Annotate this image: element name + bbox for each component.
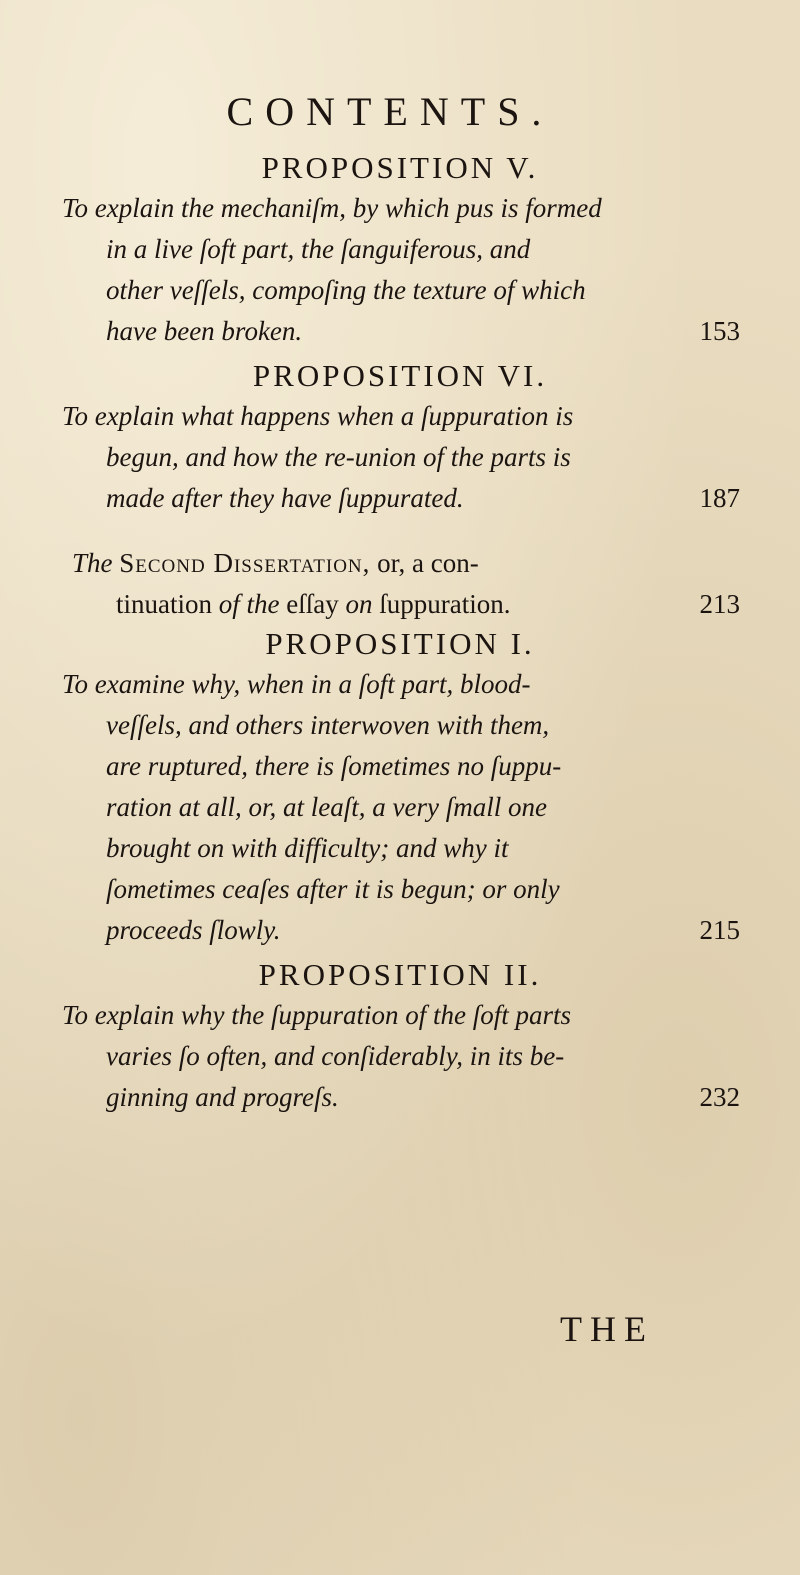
- text-line: To explain the mechaniſm, by which pus is formed: [62, 193, 602, 223]
- text-line: other veſſels, compoſing the texture of which: [106, 275, 586, 305]
- dissertation-or: or, a con-: [377, 548, 479, 578]
- proposition-heading: PROPOSITION VI.: [252, 358, 548, 393]
- text-line: in a live ſoft part, the ſanguiferous, and: [106, 234, 531, 264]
- proposition-heading: PROPOSITION II.: [258, 957, 542, 992]
- text-line: varies ſo often, and conſiderably, in its be-: [106, 1041, 565, 1071]
- text-fragment: eſſay: [286, 589, 339, 619]
- text-line: are ruptured, there is ſometimes no ſuppu-: [106, 751, 562, 781]
- proposition-text: [0, 396, 800, 519]
- text-fragment: on: [345, 589, 373, 619]
- text-line: made after they have ſuppurated.: [106, 483, 464, 513]
- text-fragment: ſuppuration.: [379, 589, 511, 619]
- page-number: 187: [699, 483, 740, 513]
- text-line: brought on with difficulty; and why it: [106, 833, 509, 863]
- page-number: 215: [699, 915, 740, 945]
- text-line: To explain why the ſuppuration of the ſoft parts: [62, 1000, 572, 1030]
- proposition-text: [0, 664, 800, 951]
- proposition-i: [0, 624, 800, 951]
- proposition-v: [0, 148, 800, 352]
- text-line: begun, and how the re-union of the parts is: [106, 442, 571, 472]
- proposition-heading: PROPOSITION I.: [265, 626, 535, 661]
- dissertation-title: [0, 543, 800, 625]
- proposition-vi: [0, 356, 800, 519]
- proposition-text: [0, 188, 800, 352]
- dissertation-the: The: [72, 548, 113, 578]
- proposition-heading: PROPOSITION V.: [261, 150, 539, 185]
- text-line: have been broken.: [106, 316, 303, 346]
- catchword: THE: [560, 1309, 654, 1349]
- text-line: veſſels, and others interwoven with them,: [106, 710, 550, 740]
- text-line: To explain what happens when a ſuppuration is: [62, 401, 574, 431]
- dissertation-name: Second Dissertation,: [119, 548, 371, 578]
- page-number: 213: [699, 589, 740, 619]
- text-line: ginning and progreſs.: [106, 1082, 339, 1112]
- text-line: ration at all, or, at leaſt, a very ſmall one: [106, 792, 547, 822]
- proposition-ii: [0, 955, 800, 1118]
- text-fragment: of the: [218, 589, 280, 619]
- text-fragment: tinuation: [116, 589, 212, 619]
- text-line: ſometimes ceaſes after it is begun; or only: [106, 874, 560, 904]
- second-dissertation: [0, 543, 800, 625]
- page-number: 232: [699, 1082, 740, 1112]
- running-head: CONTENTS.: [226, 89, 554, 134]
- page-number: 153: [699, 316, 740, 346]
- proposition-text: [0, 995, 800, 1118]
- text-line: proceeds ſlowly.: [106, 915, 281, 945]
- text-line: To examine why, when in a ſoft part, blood-: [62, 669, 531, 699]
